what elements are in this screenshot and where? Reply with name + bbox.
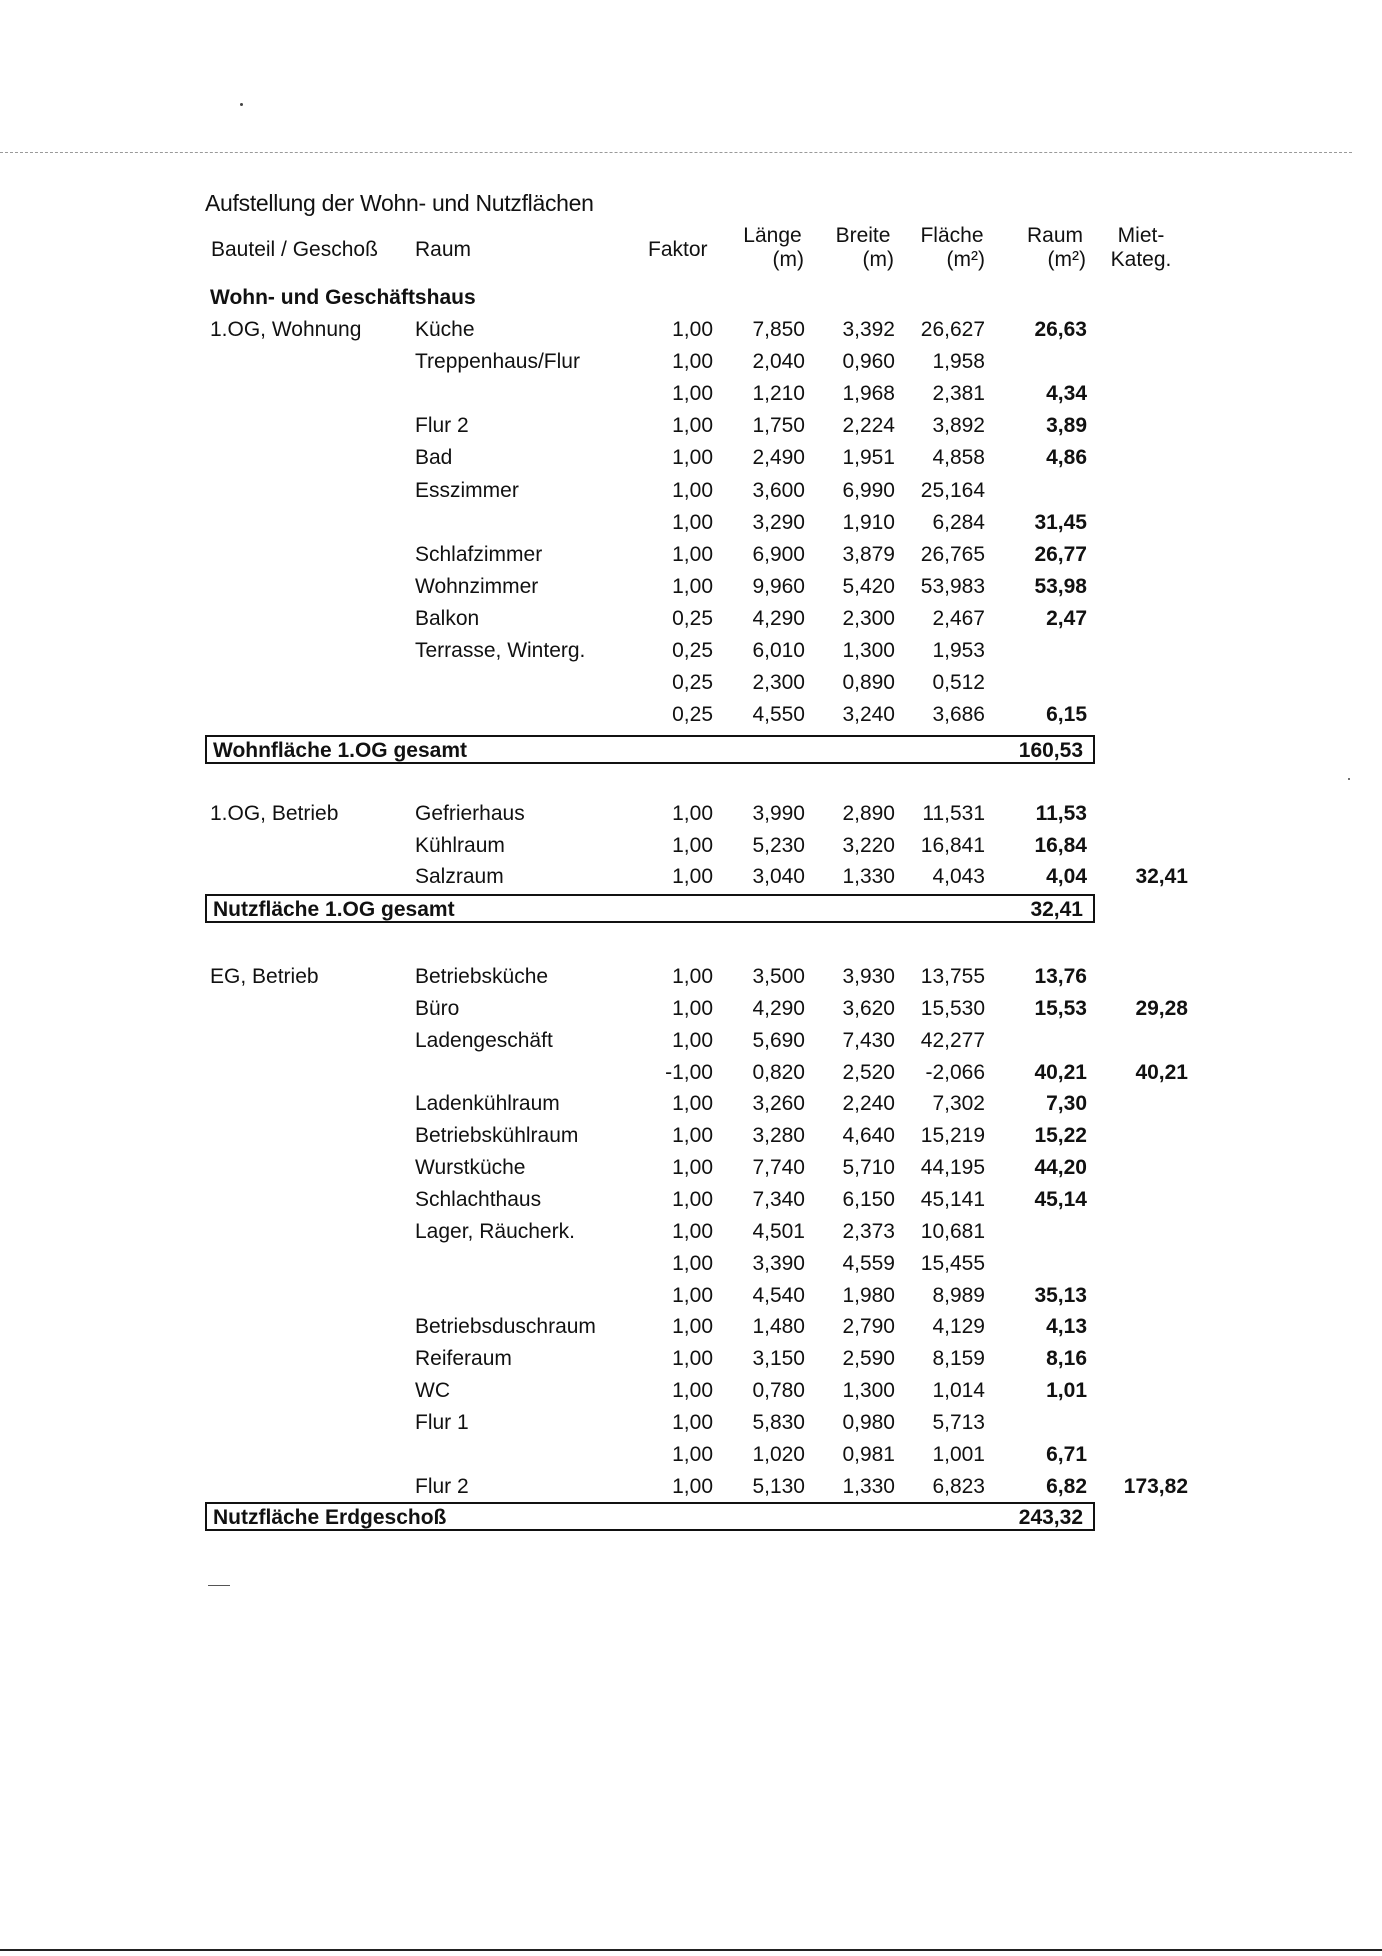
cell-faktor: 1,00 [672,350,713,374]
cell-raum-m2: 4,13 [1046,1315,1087,1339]
cell-raum-m2: 1,01 [1046,1379,1087,1403]
cell-bauteil: 1.OG, Wohnung [210,318,362,341]
cell-breite: 1,951 [842,446,895,470]
cell-raum: Flur 2 [415,414,469,438]
cell-laenge: 7,740 [752,1156,805,1180]
total-label: Nutzfläche 1.OG gesamt [213,898,455,921]
cell-laenge: 4,550 [752,703,805,727]
total-row [205,894,1095,923]
cell-raum: Betriebsduschraum [415,1315,596,1339]
cell-laenge: 4,540 [752,1283,805,1307]
table-row [0,1347,1382,1377]
cell-breite: 5,420 [842,574,895,598]
cell-laenge: 1,750 [752,414,805,438]
cell-flaeche: 4,858 [932,446,985,470]
table-row [0,543,1382,573]
cell-breite: 1,330 [842,865,895,888]
table-row [0,350,1382,380]
cell-faktor: 1,00 [672,478,713,502]
table-row [0,802,1382,832]
cell-raum: WC [415,1379,450,1403]
cell-laenge: 7,850 [752,318,805,341]
cell-flaeche: 45,141 [920,1187,985,1211]
cell-flaeche: 1,958 [932,350,985,374]
cell-flaeche: 1,953 [932,639,985,662]
scan-dash-mark [208,1585,230,1586]
cell-faktor: 1,00 [672,510,713,534]
header-raum: Raum [415,238,472,261]
cell-faktor: 1,00 [672,1410,713,1434]
cell-breite: 2,300 [842,606,895,630]
cell-flaeche: 25,164 [920,478,985,502]
cell-faktor: 1,00 [672,1474,713,1498]
cell-raum-m2: 31,45 [1034,510,1087,534]
header-breite-unit: (m) [862,248,894,271]
cell-raum-m2: 6,82 [1046,1474,1087,1498]
cell-breite: 0,980 [842,1410,895,1434]
cell-laenge: 9,960 [752,574,805,598]
scan-edge-line [0,152,1352,153]
cell-laenge: 6,010 [752,639,805,662]
cell-laenge: 3,150 [752,1347,805,1371]
cell-breite: 3,220 [842,833,895,857]
cell-laenge: 4,290 [752,996,805,1020]
cell-raum: Terrasse, Winterg. [415,639,586,662]
cell-breite: 2,890 [842,802,895,825]
cell-flaeche: 11,531 [922,802,985,825]
cell-laenge: 3,260 [752,1092,805,1116]
cell-raum: Bad [415,446,453,470]
cell-flaeche: 3,892 [932,414,985,438]
cell-flaeche: 13,755 [920,965,985,988]
header-raum-m2 [1020,224,1090,272]
cell-faktor: 1,00 [672,1283,713,1307]
cell-raum: Büro [415,996,460,1020]
table-row [0,1315,1382,1345]
cell-laenge: 5,830 [752,1410,805,1434]
cell-flaeche: 2,381 [932,382,985,406]
cell-raum: Kühlraum [415,833,505,857]
header-breite-label: Breite [835,224,891,247]
cell-faktor: 0,25 [672,639,713,662]
cell-miet: 32,41 [1135,865,1188,888]
table-row [0,1411,1382,1441]
header-faktor: Faktor [648,238,708,261]
cell-raum-m2: 13,76 [1034,965,1087,988]
table-row [0,965,1382,995]
cell-breite: 1,300 [842,639,895,662]
cell-flaeche: 15,455 [920,1251,985,1275]
table-row [0,1443,1382,1473]
table-row [0,1061,1382,1091]
cell-laenge: 1,210 [752,382,805,406]
cell-breite: 2,373 [842,1219,895,1243]
cell-breite: 2,520 [842,1060,895,1084]
cell-faktor: 1,00 [672,1379,713,1403]
cell-faktor: 1,00 [672,574,713,598]
table-row [0,1092,1382,1122]
cell-raum: Küche [415,318,475,341]
cell-faktor: 1,00 [672,1092,713,1116]
cell-laenge: 3,280 [752,1124,805,1148]
table-row [0,1029,1382,1059]
cell-breite: 3,392 [842,318,895,341]
cell-breite: 7,430 [842,1028,895,1052]
cell-laenge: 3,390 [752,1251,805,1275]
cell-miet: 40,21 [1135,1060,1188,1084]
cell-laenge: 5,690 [752,1028,805,1052]
cell-breite: 2,224 [842,414,895,438]
cell-raum: Salzraum [415,865,504,888]
cell-raum-m2: 45,14 [1034,1187,1087,1211]
cell-raum: Ladenkühlraum [415,1092,560,1116]
cell-raum-m2: 6,71 [1046,1442,1087,1466]
cell-raum-m2: 4,86 [1046,446,1087,470]
cell-laenge: 4,290 [752,606,805,630]
cell-breite: 6,150 [842,1187,895,1211]
cell-flaeche: 6,823 [932,1474,985,1498]
table-row [0,703,1382,733]
table-row [0,1188,1382,1218]
table-row [0,382,1382,412]
cell-laenge: 1,480 [752,1315,805,1339]
cell-raum: Betriebskühlraum [415,1124,579,1148]
cell-laenge: 2,300 [752,671,805,695]
cell-breite: 0,981 [842,1442,895,1466]
table-row [0,1124,1382,1154]
cell-raum: Schlafzimmer [415,542,543,566]
cell-faktor: 1,00 [672,1347,713,1371]
cell-breite: 1,980 [842,1283,895,1307]
cell-raum: Balkon [415,606,480,630]
cell-raum-m2: 26,77 [1034,542,1087,566]
cell-raum-m2: 4,04 [1046,865,1087,888]
scan-bottom-line [0,1949,1382,1951]
cell-flaeche: 3,686 [932,703,985,727]
cell-breite: 1,300 [842,1379,895,1403]
cell-flaeche: 6,284 [932,510,985,534]
cell-raum: Gefrierhaus [415,802,525,825]
cell-faktor: 0,25 [672,703,713,727]
cell-raum: Flur 1 [415,1410,469,1434]
cell-flaeche: 1,001 [932,1442,985,1466]
cell-raum-m2: 15,22 [1034,1124,1087,1148]
cell-raum-m2: 44,20 [1034,1156,1087,1180]
cell-breite: 4,640 [842,1124,895,1148]
header-laenge-label: Länge [743,224,802,247]
cell-breite: 1,910 [842,510,895,534]
cell-breite: 5,710 [842,1156,895,1180]
cell-faktor: 1,00 [672,1187,713,1211]
cell-raum-m2: 40,21 [1034,1060,1087,1084]
cell-breite: 2,790 [842,1315,895,1339]
table-row [0,1475,1382,1505]
cell-raum-m2: 8,16 [1046,1347,1087,1371]
cell-laenge: 6,900 [752,542,805,566]
cell-laenge: 1,020 [752,1442,805,1466]
cell-breite: 0,960 [842,350,895,374]
cell-laenge: 2,040 [752,350,805,374]
cell-breite: 2,590 [842,1347,895,1371]
cell-raum: Reiferaum [415,1347,512,1371]
cell-laenge: 2,490 [752,446,805,470]
table-row [0,511,1382,541]
table-row [0,607,1382,637]
header-laenge-unit: (m) [772,248,804,271]
cell-miet: 173,82 [1123,1474,1188,1498]
section-title: Wohn- und Geschäftshaus [210,286,476,309]
cell-flaeche: 4,129 [932,1315,985,1339]
header-raum-m2-label: Raum [1026,224,1084,247]
cell-breite: 4,559 [842,1251,895,1275]
table-row [0,834,1382,864]
cell-laenge: 5,130 [752,1474,805,1498]
cell-raum-m2: 4,34 [1046,382,1087,406]
cell-raum: Lager, Räucherk. [415,1219,575,1243]
cell-faktor: 1,00 [672,996,713,1020]
table-row [0,1252,1382,1282]
cell-raum-m2: 11,53 [1035,802,1087,825]
header-miet [1106,224,1176,272]
cell-flaeche: 44,195 [920,1156,985,1180]
cell-raum: Wohnzimmer [415,574,539,598]
total-label: Nutzfläche Erdgeschoß [213,1506,447,1529]
cell-raum: Schlachthaus [415,1187,542,1211]
cell-faktor: -1,00 [665,1060,713,1084]
total-row [205,1502,1095,1531]
cell-faktor: 1,00 [672,833,713,857]
header-raum-m2-unit: (m²) [1047,248,1086,271]
cell-raum-m2: 15,53 [1034,996,1087,1020]
cell-faktor: 1,00 [672,446,713,470]
table-row [0,997,1382,1027]
header-flaeche-unit: (m²) [946,248,985,271]
cell-faktor: 1,00 [672,542,713,566]
header-flaeche [913,224,991,272]
table-row [0,639,1382,669]
cell-faktor: 0,25 [672,606,713,630]
header-laenge [735,224,810,272]
cell-raum-m2: 35,13 [1034,1283,1087,1307]
cell-laenge: 3,040 [752,865,805,888]
cell-bauteil: 1.OG, Betrieb [210,802,339,825]
header-bauteil: Bauteil / Geschoß [211,238,378,261]
cell-raum: Esszimmer [415,478,519,502]
cell-flaeche: 5,713 [932,1410,985,1434]
cell-flaeche: 15,219 [920,1124,985,1148]
cell-laenge: 4,501 [752,1219,805,1243]
cell-raum-m2: 7,30 [1046,1092,1087,1116]
cell-flaeche: 8,989 [932,1283,985,1307]
cell-breite: 0,890 [842,671,895,695]
cell-faktor: 1,00 [672,1028,713,1052]
cell-laenge: 3,600 [752,478,805,502]
cell-flaeche: 26,765 [920,542,985,566]
cell-faktor: 1,00 [672,802,713,825]
table-row [0,865,1382,895]
cell-flaeche: 0,512 [932,671,985,695]
cell-faktor: 0,25 [672,671,713,695]
header-breite [828,224,898,272]
cell-breite: 2,240 [842,1092,895,1116]
table-row [0,479,1382,509]
cell-laenge: 3,290 [752,510,805,534]
cell-flaeche: 26,627 [920,318,985,341]
cell-laenge: 7,340 [752,1187,805,1211]
table-row [0,575,1382,605]
cell-raum-m2: 53,98 [1034,574,1087,598]
table-row [0,1284,1382,1314]
cell-faktor: 1,00 [672,1156,713,1180]
header-flaeche-label: Fläche [920,224,984,247]
cell-laenge: 3,500 [752,965,805,988]
header-miet-label-2: Kateg. [1110,248,1172,271]
cell-breite: 3,620 [842,996,895,1020]
cell-raum: Flur 2 [415,1474,469,1498]
cell-raum: Wurstküche [415,1156,526,1180]
cell-miet: 29,28 [1135,996,1188,1020]
cell-flaeche: 16,841 [920,833,985,857]
document-title: Aufstellung der Wohn- und Nutzflächen [205,190,594,216]
cell-breite: 1,968 [842,382,895,406]
cell-flaeche: 7,302 [932,1092,985,1116]
cell-faktor: 1,00 [672,965,713,988]
cell-bauteil: EG, Betrieb [210,965,319,988]
cell-flaeche: 15,530 [920,996,985,1020]
cell-raum-m2: 26,63 [1034,318,1087,341]
cell-breite: 3,879 [842,542,895,566]
table-row [0,1220,1382,1250]
cell-raum-m2: 6,15 [1046,703,1087,727]
cell-flaeche: -2,066 [925,1060,985,1084]
cell-laenge: 0,780 [752,1379,805,1403]
cell-breite: 3,930 [842,965,895,988]
cell-raum: Treppenhaus/Flur [415,350,580,374]
total-value: 160,53 [1018,739,1083,762]
total-value: 243,32 [1018,1506,1083,1529]
cell-faktor: 1,00 [672,1219,713,1243]
table-row [0,446,1382,476]
cell-breite: 6,990 [842,478,895,502]
header-miet-label: Miet- [1117,224,1165,247]
cell-faktor: 1,00 [672,414,713,438]
cell-faktor: 1,00 [672,1442,713,1466]
cell-flaeche: 10,681 [920,1219,985,1243]
table-row [0,1379,1382,1409]
cell-flaeche: 53,983 [920,574,985,598]
scan-speck [1348,778,1350,780]
table-row [0,1156,1382,1186]
cell-flaeche: 42,277 [920,1028,985,1052]
cell-flaeche: 4,043 [932,865,985,888]
cell-laenge: 5,230 [752,833,805,857]
total-value: 32,41 [1030,898,1083,921]
cell-laenge: 3,990 [752,802,805,825]
cell-laenge: 0,820 [752,1060,805,1084]
table-row [0,671,1382,701]
cell-breite: 1,330 [842,1474,895,1498]
cell-breite: 3,240 [842,703,895,727]
table-row [0,318,1382,348]
cell-faktor: 1,00 [672,1124,713,1148]
table-row [0,414,1382,444]
cell-raum: Ladengeschäft [415,1028,553,1052]
cell-flaeche: 1,014 [932,1379,985,1403]
cell-raum-m2: 16,84 [1034,833,1087,857]
cell-flaeche: 8,159 [932,1347,985,1371]
cell-faktor: 1,00 [672,318,713,341]
cell-faktor: 1,00 [672,1251,713,1275]
cell-faktor: 1,00 [672,382,713,406]
cell-flaeche: 2,467 [932,606,985,630]
total-label: Wohnfläche 1.OG gesamt [213,739,467,762]
total-row [205,735,1095,764]
cell-faktor: 1,00 [672,865,713,888]
cell-raum-m2: 2,47 [1046,606,1087,630]
cell-faktor: 1,00 [672,1315,713,1339]
cell-raum-m2: 3,89 [1046,414,1087,438]
scan-speck [240,103,243,106]
cell-raum: Betriebsküche [415,965,549,988]
